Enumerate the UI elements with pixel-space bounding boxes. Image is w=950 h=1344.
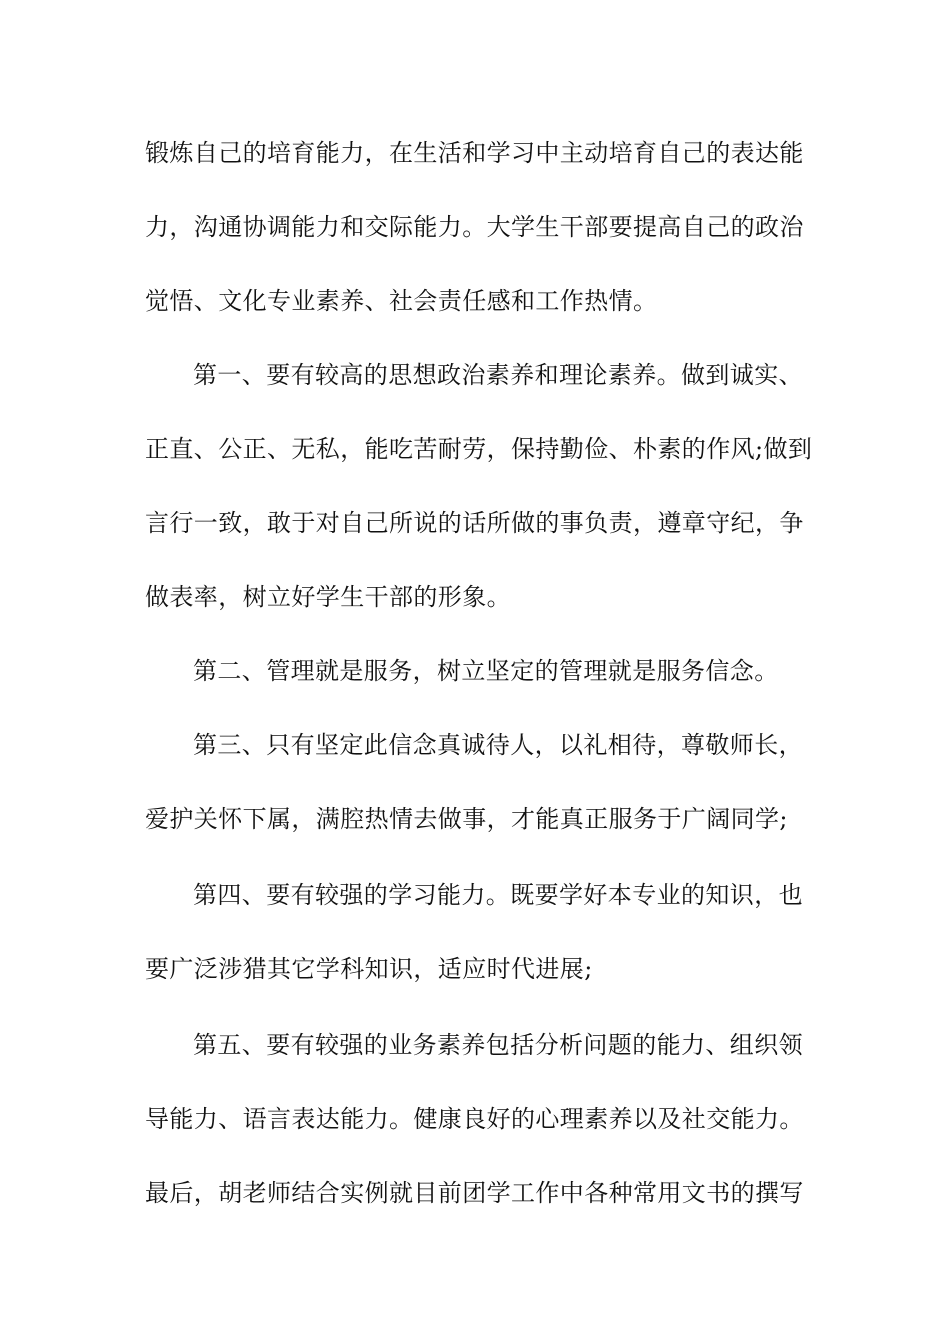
text-line: 做表率，树立好学生干部的形象。: [145, 583, 511, 611]
text-line: 最后，胡老师结合实例就目前团学工作中各种常用文书的撰写: [145, 1179, 804, 1207]
paragraph-first-line: 第一、要有较高的思想政治素养和理论素养。做到诚实、: [193, 361, 803, 389]
text-line: 要广泛涉猎其它学科知识，适应时代进展;: [145, 955, 593, 983]
text-line: 力，沟通协调能力和交际能力。大学生干部要提高自己的政治: [145, 213, 804, 241]
text-line: 正直、公正、无私，能吃苦耐劳，保持勤俭、朴素的作风;做到: [145, 435, 813, 463]
paragraph-first-line: 第五、要有较强的业务素养包括分析问题的能力、组织领: [193, 1031, 803, 1059]
text-line: 言行一致，敢于对自己所说的话所做的事负责，遵章守纪，争: [145, 509, 804, 537]
text-line: 锻炼自己的培育能力，在生活和学习中主动培育自己的表达能: [145, 139, 804, 167]
text-line: 觉悟、文化专业素养、社会责任感和工作热情。: [145, 287, 658, 315]
text-line: 爱护关怀下属，满腔热情去做事，才能真正服务于广阔同学;: [145, 805, 788, 833]
paragraph-first-line: 第四、要有较强的学习能力。既要学好本专业的知识，也: [193, 881, 803, 909]
paragraph-first-line: 第二、管理就是服务，树立坚定的管理就是服务信念。: [193, 657, 779, 685]
text-line: 导能力、语言表达能力。健康良好的心理素养以及社交能力。: [145, 1105, 804, 1133]
paragraph-first-line: 第三、只有坚定此信念真诚待人，以礼相待，尊敬师长，: [193, 731, 803, 759]
